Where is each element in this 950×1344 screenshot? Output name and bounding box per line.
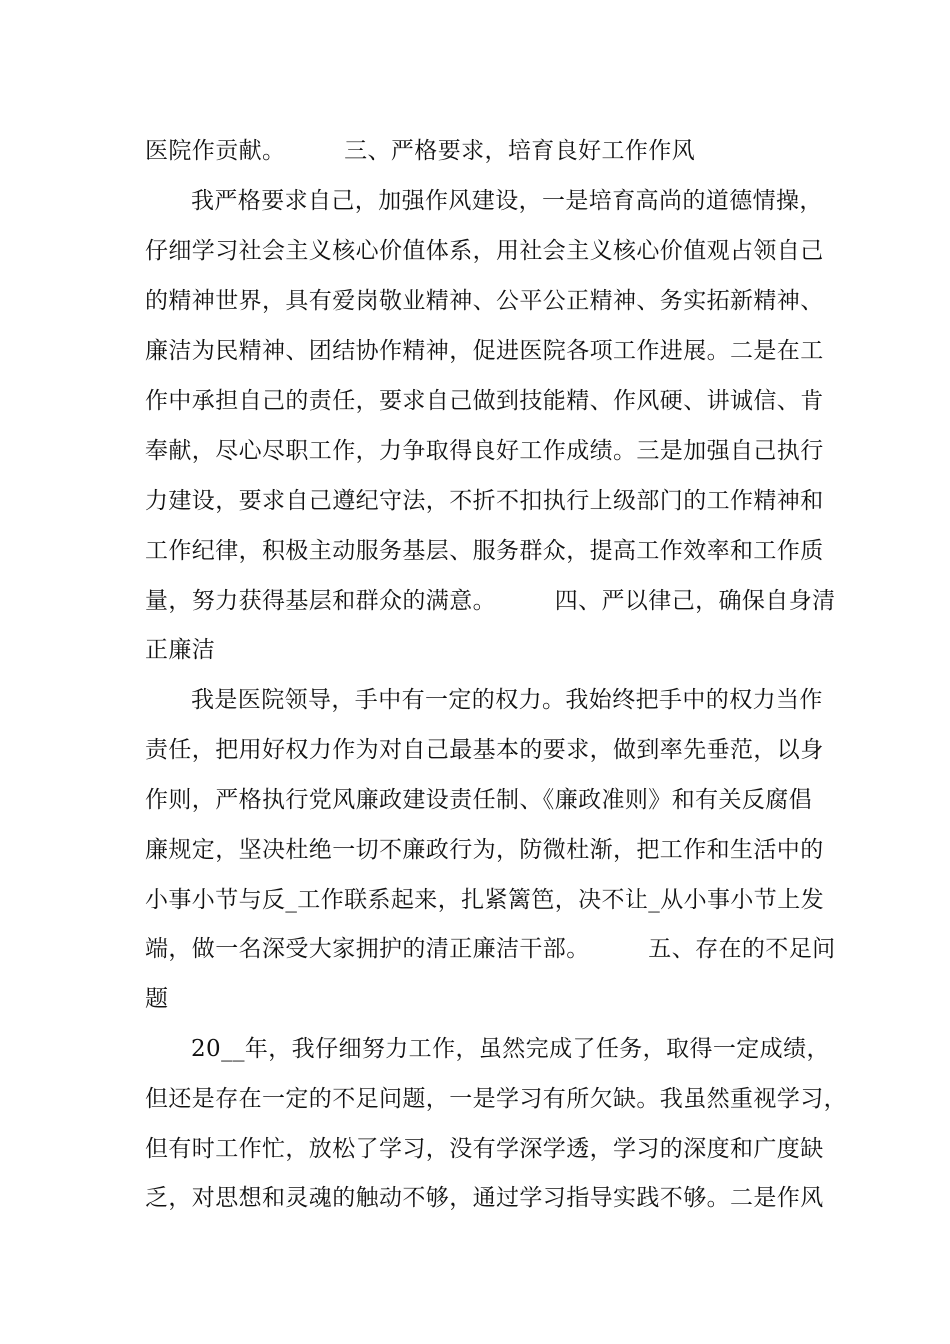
paragraph-first-line: 我严格要求自己，加强作风建设，一是培育高尚的道德情操，: [191, 188, 823, 214]
text-line: 小事小节与反_工作联系起来，扎紧篱笆，决不让_从小事小节上发: [145, 887, 824, 913]
text-line: 作则，严格执行党风廉政建设责任制、《廉政准则》和有关反腐倡: [145, 787, 813, 813]
text-line: 力建设，要求自己遵纪守法，不折不扣执行上级部门的工作精神和: [145, 488, 824, 514]
text-line: 廉规定，坚决杜绝一切不廉政行为，防微杜渐，把工作和生活中的: [145, 837, 824, 863]
text-line: 但还是存在一定的不足问题，一是学习有所欠缺。我虽然重视学习，: [145, 1086, 847, 1112]
text-line: 但有时工作忙，放松了学习，没有学深学透，学习的深度和广度缺: [145, 1136, 824, 1162]
text-line: 乏，对思想和灵魂的触动不够，通过学习指导实践不够。二是作风: [145, 1185, 824, 1211]
text-line: 作中承担自己的责任，要求自己做到技能精、作风硬、讲诚信、肯: [145, 388, 824, 414]
text-line: 正廉洁: [145, 637, 216, 663]
paragraph-first-line: 20__年，我仔细努力工作，虽然完成了任务，取得一定成绩，: [191, 1036, 830, 1062]
text-line: 题: [145, 986, 169, 1012]
text-line: 的精神世界，具有爱岗敬业精神、公平公正精神、务实拓新精神、: [145, 288, 824, 314]
text-line: 医院作贡献。 三、严格要求，培育良好工作作风: [145, 138, 696, 164]
paragraph-first-line: 我是医院领导，手中有一定的权力。我始终把手中的权力当作: [191, 687, 823, 713]
text-line: 廉洁为民精神、团结协作精神，促进医院各项工作进展。二是在工: [145, 338, 824, 364]
text-line: 责任，把用好权力作为对自己最基本的要求，做到率先垂范，以身: [145, 737, 824, 763]
text-line: 端，做一名深受大家拥护的清正廉洁干部。 五、存在的不足问: [145, 936, 836, 962]
text-line: 工作纪律，积极主动服务基层、服务群众，提高工作效率和工作质: [145, 538, 824, 564]
text-line: 奉献，尽心尽职工作，力争取得良好工作成绩。三是加强自己执行: [145, 438, 824, 464]
text-line: 量，努力获得基层和群众的满意。 四、严以律己，确保自身清: [145, 588, 836, 614]
text-line: 仔细学习社会主义核心价值体系，用社会主义核心价值观占领自己: [145, 238, 824, 264]
